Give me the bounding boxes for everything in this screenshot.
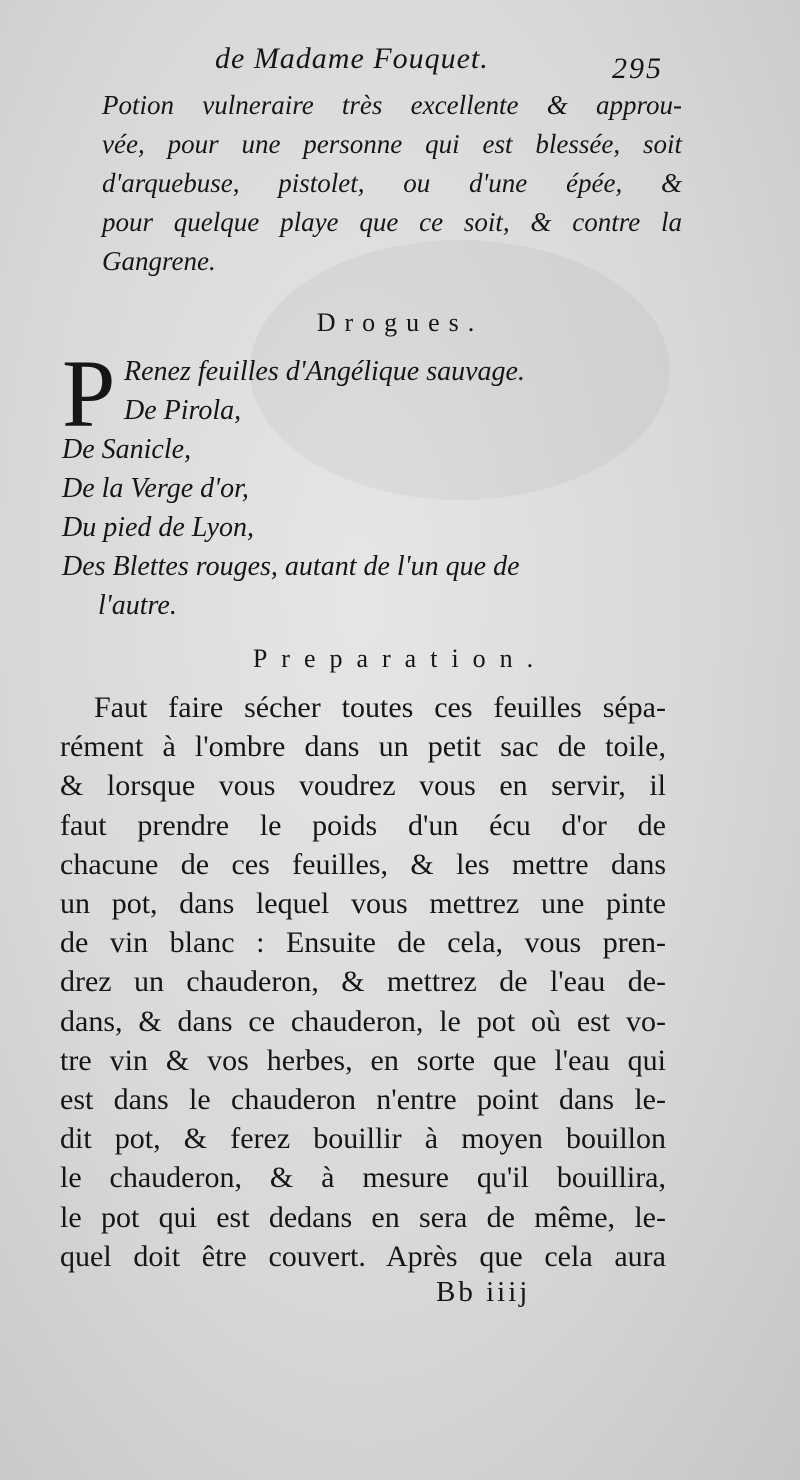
text-line: le chauderon, & à mesure qu'il bouillira,	[60, 1161, 666, 1195]
title-line: Potion vulneraire très excellente & approu-	[102, 90, 682, 120]
text-line: dans, & dans ce chauderon, le pot où est vo-	[60, 1004, 666, 1038]
title-line: Gangrene.	[102, 246, 216, 276]
text-line: de vin blanc : Ensuite de cela, vous pren-	[60, 926, 666, 960]
signature-mark: Bb iiij	[436, 1276, 531, 1308]
ingredient-item: De la Verge d'or,	[62, 473, 249, 504]
text-line: drez un chauderon, & mettrez de l'eau de-	[60, 965, 666, 999]
text-line: & lorsque vous voudrez vous en servir, il	[60, 769, 666, 803]
preparation-text	[60, 688, 666, 1276]
ingredient-item: De Pirola,	[124, 395, 242, 426]
title-line: pour quelque playe que ce soit, & contre la	[102, 207, 682, 237]
page-header	[0, 42, 800, 90]
drogues-heading: Drogues.	[316, 308, 484, 337]
ingredient-item: Renez feuilles d'Angélique sauvage.	[124, 356, 525, 387]
text-line: Faut faire sécher toutes ces feuilles sépa-	[94, 691, 666, 724]
text-line: est dans le chauderon n'entre point dans le-	[60, 1083, 666, 1117]
title-line: d'arquebuse, pistolet, ou d'une épée, &	[102, 168, 682, 198]
page-number: 295	[612, 52, 663, 85]
text-line: faut prendre le poids d'un écu d'or de	[60, 808, 666, 842]
title-line: vée, pour une personne qui est blessée, soit	[102, 129, 682, 159]
text-line: rément à l'ombre dans un petit sac de toile,	[60, 730, 666, 764]
running-head: de Madame Fouquet.	[215, 42, 489, 75]
text-line: le pot qui est dedans en sera de même, le-	[60, 1200, 666, 1234]
recipe-title	[102, 86, 682, 281]
text-line: dit pot, & ferez bouillir à moyen bouillon	[60, 1122, 666, 1156]
ingredient-item: Du pied de Lyon,	[62, 512, 255, 543]
text-line: un pot, dans lequel vous mettrez une pinte	[60, 887, 666, 921]
ingredient-item: De Sanicle,	[62, 434, 192, 465]
ingredient-list	[62, 352, 672, 625]
text-line: quel doit être couvert. Après que cela aura	[60, 1239, 666, 1273]
drop-cap: P	[62, 340, 116, 447]
ingredient-item: l'autre.	[98, 590, 177, 621]
text-line: chacune de ces feuilles, & les mettre dans	[60, 847, 666, 881]
ingredient-item: Des Blettes rouges, autant de l'un que de	[62, 551, 520, 582]
preparation-heading: Preparation.	[252, 644, 548, 673]
text-line: tre vin & vos herbes, en sorte que l'eau qui	[60, 1043, 666, 1077]
